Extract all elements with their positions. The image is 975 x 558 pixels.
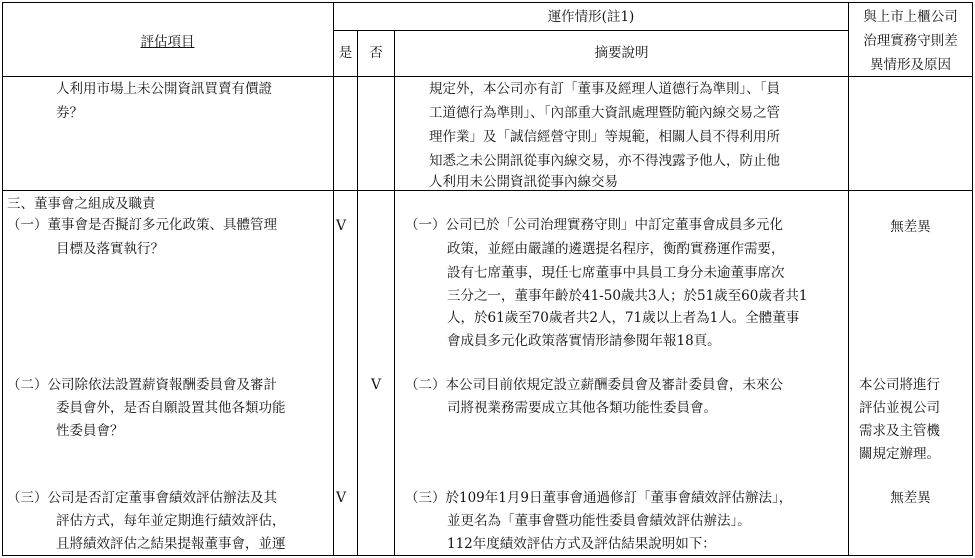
q1-diff: 無差異 (890, 219, 931, 235)
q3-summary-line: 並更名為「董事會暨功能性委員會績效評估辦法」。 (447, 513, 751, 529)
q1-summary-line: 政策，並經由嚴謹的遴選提名程序，衡酌實務運作需要， (447, 241, 785, 257)
header-summary: 摘要說明 (594, 45, 649, 61)
col-divider-no (394, 30, 395, 556)
cont-summary-line: 知悉之未公開訊從事內線交易，亦不得洩露予他人，防止他 (429, 153, 780, 169)
q2-no-mark: V (371, 377, 382, 393)
table-left-border (2, 2, 3, 556)
q1-item-line: （一）董事會是否擬訂多元化政策、具體管理 (7, 217, 277, 233)
q2-diff-line: 關規定辦理。 (859, 446, 940, 462)
table-bottom-border (2, 555, 973, 556)
header-diff-line-2: 治理實務守則差 (863, 33, 958, 49)
table-right-border (972, 2, 973, 556)
q3-diff: 無差異 (890, 490, 931, 506)
header-item: 評估項目 (140, 34, 195, 50)
header-no: 否 (369, 45, 383, 61)
q3-item-line: 評估方式，每年並定期進行績效評估， (56, 513, 286, 529)
section-title: 三、董事會之組成及職責 (7, 196, 156, 212)
q1-summary-line: 會成員多元化政策落實情形請參閱年報18頁。 (447, 333, 721, 349)
q3-summary-line: （三）於109年1月9日董事會通過修訂「董事會績效評估辦法」， (405, 490, 793, 506)
q3-item-line: （三）公司是否訂定董事會績效評估辦法及其 (7, 490, 277, 506)
col-divider-yes (357, 30, 358, 556)
q2-item-line: 性委員會？ (56, 423, 124, 439)
row-divider (2, 190, 973, 191)
operation-header-divider (333, 30, 848, 31)
q3-summary-line: 112年度績效評估方式及評估結果說明如下： (447, 536, 716, 552)
q2-diff-line: 評估並視公司 (859, 400, 940, 416)
q1-summary-line: 人，於61歲至70歲者共2人，71歲以上者為1人。全體董事 (447, 310, 800, 326)
header-yes: 是 (338, 45, 353, 61)
header-bottom-border (2, 76, 973, 77)
q1-yes-mark: V (336, 218, 347, 234)
cont-summary-line: 人利用未公開資訊從事內線交易 (429, 174, 618, 190)
q2-summary-line: 司將視業務需要成立其他各類功能性委員會。 (447, 400, 717, 416)
table-top-border (2, 2, 973, 3)
q3-item-line: 且將績效評估之結果提報董事會，並運 (56, 536, 286, 552)
q2-item-line: 委員會外，是否自願設置其他各類功能 (56, 400, 286, 416)
cont-item-line: 人利用市場上未公開資訊買賣有價證 (56, 81, 272, 97)
q1-summary-line: 設有七席董事，現任七席董事中具員工身分未逾董事席次 (447, 265, 785, 281)
q1-summary-line: 三分之一，董事年齡於41-50歲共3人；於51歲至60歲者共1 (447, 288, 808, 304)
cont-summary-line: 規定外，本公司亦有訂「董事及經理人道德行為準則」、「員 (429, 81, 780, 97)
cont-item-line: 券？ (56, 105, 83, 121)
header-diff-line-1: 與上市上櫃公司 (863, 9, 958, 25)
q1-summary-line: （一）公司已於「公司治理實務守則」中訂定董事會成員多元化 (405, 217, 783, 233)
q2-diff-line: 本公司將進行 (859, 377, 940, 393)
cont-summary-line: 工道德行為準則」、「內部重大資訊處理暨防範內線交易之管 (429, 105, 780, 121)
header-diff-line-3: 異情形及原因 (870, 57, 951, 73)
q2-summary-line: （二）本公司目前依規定設立薪酬委員會及審計委員會，未來公 (405, 377, 783, 393)
q3-yes-mark: V (336, 490, 347, 506)
q1-item-line: 目標及落實執行？ (56, 241, 164, 257)
header-operation: 運作情形(註1) (547, 9, 635, 25)
cont-summary-line: 理作業」及「誠信經營守則」等規範，相關人員不得利用所 (429, 129, 780, 145)
q2-diff-line: 需求及主管機 (859, 423, 940, 439)
q2-item-line: （二）公司除依法設置薪資報酬委員會及審計 (7, 377, 277, 393)
col-divider-summary (848, 2, 849, 556)
col-divider-item (333, 2, 334, 556)
